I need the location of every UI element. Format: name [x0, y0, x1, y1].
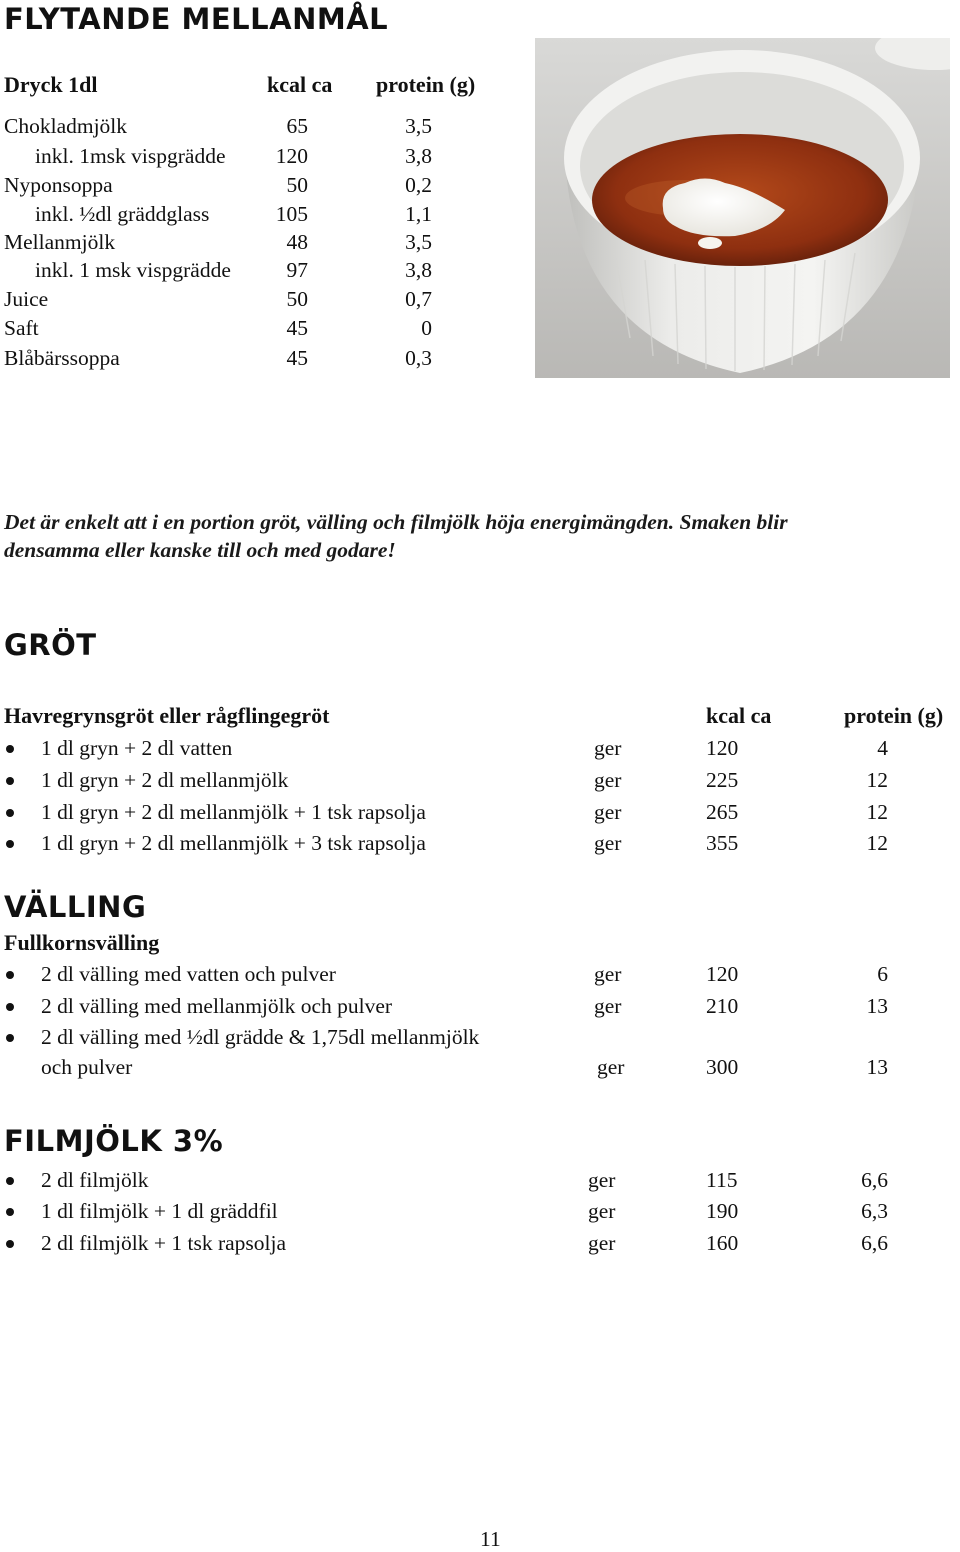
- section-heading-valling: VÄLLING: [4, 890, 147, 924]
- bullet-icon: [6, 809, 14, 817]
- valling-item-ger: ger: [594, 994, 622, 1018]
- filmjolk-item-ger: ger: [588, 1168, 616, 1192]
- grot-item-ger: ger: [594, 800, 622, 824]
- filmjolk-item-text: 2 dl filmjölk + 1 tsk rapsolja: [41, 1231, 287, 1255]
- drink-name: Saft: [4, 316, 39, 340]
- valling-item-protein: 6: [877, 962, 888, 986]
- drink-protein: 3,5: [405, 114, 432, 138]
- drink-kcal: 45: [286, 316, 308, 340]
- drink-protein: 1,1: [405, 202, 432, 226]
- grot-item-kcal: 225: [706, 768, 739, 792]
- grot-col-protein: protein (g): [844, 703, 944, 728]
- drinks-col-name: Dryck 1dl: [4, 72, 98, 97]
- drink-name: inkl. 1 msk vispgrädde: [35, 258, 231, 282]
- drink-kcal: 50: [286, 287, 308, 311]
- grot-item-text: 1 dl gryn + 2 dl mellanmjölk: [41, 768, 289, 792]
- drink-protein: 3,5: [405, 230, 432, 254]
- valling-item-ger: ger: [597, 1055, 625, 1079]
- grot-item-text: 1 dl gryn + 2 dl vatten: [41, 736, 233, 760]
- valling-item-text: 2 dl välling med ½dl grädde & 1,75dl mellanmjölk: [41, 1025, 480, 1049]
- filmjolk-item-kcal: 115: [706, 1168, 738, 1192]
- grot-item-ger: ger: [594, 831, 622, 855]
- intro-text-line1: Det är enkelt att i en portion gröt, välling och filmjölk höja energimängden. Smaken blir: [4, 510, 788, 534]
- soup-bowl-photo: [535, 38, 950, 378]
- drinks-col-kcal: kcal ca: [267, 72, 333, 97]
- drink-kcal: 45: [286, 346, 308, 370]
- drinks-col-protein: protein (g): [376, 72, 476, 97]
- valling-subheading: Fullkornsvälling: [4, 930, 160, 955]
- grot-item-protein: 4: [877, 736, 888, 760]
- drink-kcal: 105: [275, 202, 308, 226]
- valling-item-kcal: 120: [706, 962, 739, 986]
- drink-kcal: 50: [286, 173, 308, 197]
- grot-item-kcal: 355: [706, 831, 739, 855]
- drink-protein: 0,2: [405, 173, 432, 197]
- drink-name: inkl. 1msk vispgrädde: [35, 144, 226, 168]
- bullet-icon: [6, 1034, 14, 1042]
- section-heading-filmjolk: FILMJÖLK 3%: [4, 1124, 224, 1158]
- grot-subheading: Havregrynsgröt eller rågflingegröt: [4, 703, 330, 728]
- grot-item-ger: ger: [594, 736, 622, 760]
- bullet-icon: [6, 1177, 14, 1185]
- drink-kcal: 97: [286, 258, 308, 282]
- filmjolk-item-protein: 6,6: [861, 1168, 888, 1192]
- bullet-icon: [6, 1003, 14, 1011]
- drink-name: Juice: [4, 287, 49, 311]
- drink-protein: 0,3: [405, 346, 432, 370]
- bullet-icon: [6, 1240, 14, 1248]
- drink-kcal: 65: [286, 114, 308, 138]
- grot-item-protein: 12: [866, 831, 888, 855]
- page-number: 11: [480, 1527, 501, 1551]
- drink-kcal: 48: [286, 230, 308, 254]
- valling-item-protein: 13: [866, 994, 888, 1018]
- grot-item-text: 1 dl gryn + 2 dl mellanmjölk + 1 tsk rapsolja: [41, 800, 426, 824]
- drink-protein: 0: [421, 316, 432, 340]
- valling-item-text: 2 dl välling med vatten och pulver: [41, 962, 336, 986]
- grot-col-kcal: kcal ca: [706, 703, 772, 728]
- filmjolk-item-text: 2 dl filmjölk: [41, 1168, 149, 1192]
- intro-text-line2: densamma eller kanske till och med godare!: [4, 538, 396, 562]
- grot-item-protein: 12: [866, 768, 888, 792]
- bullet-icon: [6, 971, 14, 979]
- drink-name: Nyponsoppa: [4, 173, 113, 197]
- drink-protein: 3,8: [405, 144, 432, 168]
- valling-item-text-cont: och pulver: [41, 1055, 133, 1079]
- filmjolk-item-ger: ger: [588, 1199, 616, 1223]
- filmjolk-item-kcal: 160: [706, 1231, 739, 1255]
- bullet-icon: [6, 1208, 14, 1216]
- grot-item-ger: ger: [594, 768, 622, 792]
- valling-item-kcal: 300: [706, 1055, 739, 1079]
- valling-item-kcal: 210: [706, 994, 739, 1018]
- grot-item-text: 1 dl gryn + 2 dl mellanmjölk + 3 tsk rapsolja: [41, 831, 426, 855]
- valling-item-text: 2 dl välling med mellanmjölk och pulver: [41, 994, 393, 1018]
- bullet-icon: [6, 840, 14, 848]
- filmjolk-item-protein: 6,3: [861, 1199, 888, 1223]
- bullet-icon: [6, 777, 14, 785]
- drink-name: Mellanmjölk: [4, 230, 116, 254]
- filmjolk-item-kcal: 190: [706, 1199, 739, 1223]
- valling-item-protein: 13: [866, 1055, 888, 1079]
- bullet-icon: [6, 745, 14, 753]
- filmjolk-item-ger: ger: [588, 1231, 616, 1255]
- filmjolk-item-text: 1 dl filmjölk + 1 dl gräddfil: [41, 1199, 278, 1223]
- drink-name: Blåbärssoppa: [4, 346, 120, 370]
- drink-protein: 0,7: [405, 287, 432, 311]
- section-heading-grot: GRÖT: [4, 628, 97, 662]
- drink-kcal: 120: [275, 144, 308, 168]
- grot-item-protein: 12: [866, 800, 888, 824]
- grot-item-kcal: 120: [706, 736, 739, 760]
- grot-item-kcal: 265: [706, 800, 739, 824]
- drink-protein: 3,8: [405, 258, 432, 282]
- valling-item-ger: ger: [594, 962, 622, 986]
- drink-name: Chokladmjölk: [4, 114, 128, 138]
- filmjolk-item-protein: 6,6: [861, 1231, 888, 1255]
- drink-name: inkl. ½dl gräddglass: [35, 202, 210, 226]
- section-heading-flytande: FLYTANDE MELLANMÅL: [4, 2, 389, 36]
